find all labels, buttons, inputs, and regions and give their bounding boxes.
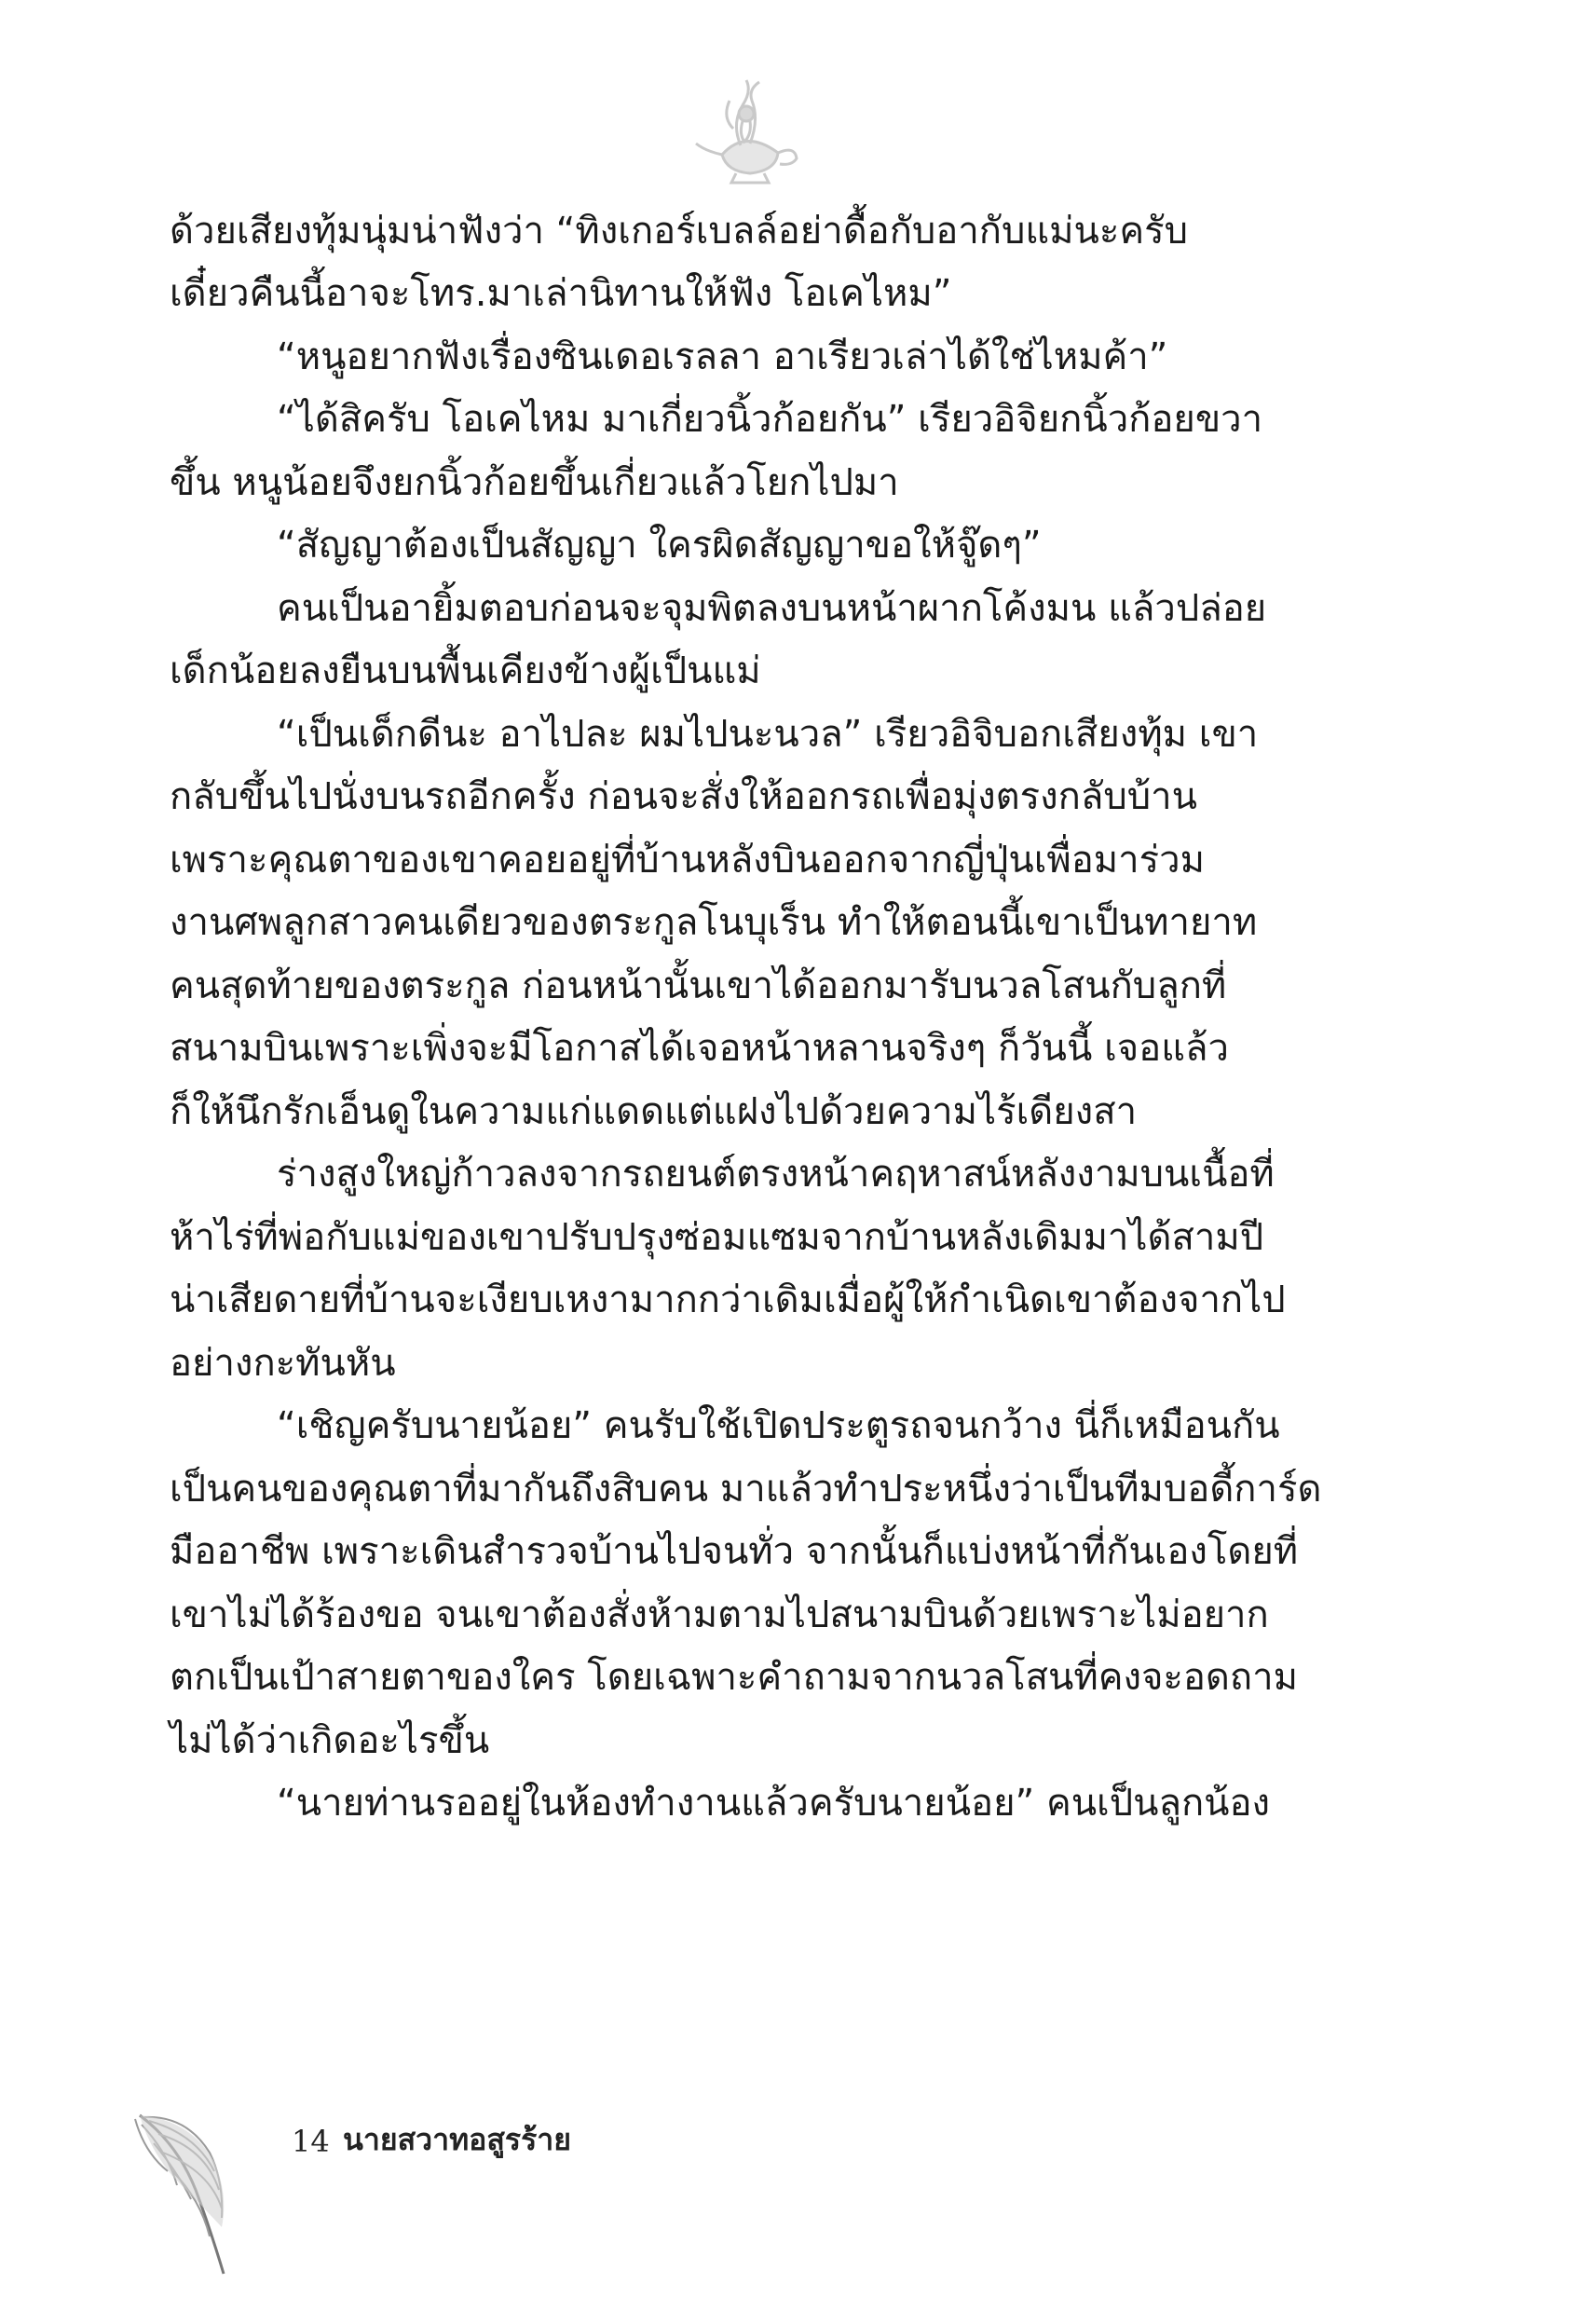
paragraph-line: งานศพลูกสาวคนเดียวของตระกูลโนบุเร็น ทำให้ตอนนี้เขาเป็นทายาท <box>170 901 1258 944</box>
page-footer <box>121 2097 773 2283</box>
book-title: นายสวาทอสูรร้าย <box>343 2122 571 2157</box>
paragraph-line: ด้วยเสียงทุ้มนุ่มน่าฟังว่า “ทิงเกอร์เบลล์อย่าดื้อกับอากับแม่นะครับ <box>170 210 1189 253</box>
paragraph-line: “นายท่านรออยู่ในห้องทำงานแล้วครับนายน้อย” คนเป็นลูกน้อง <box>277 1782 1271 1825</box>
paragraph-line: ตกเป็นเป้าสายตาของใคร โดยเฉพาะคำถามจากนวลโสนที่คงจะอดถาม <box>170 1656 1298 1699</box>
page-number: 14 <box>292 2124 330 2159</box>
feather-icon <box>121 2097 298 2283</box>
paragraph-line: กลับขึ้นไปนั่งบนรถอีกครั้ง ก่อนจะสั่งให้ออกรถเพื่อมุ่งตรงกลับบ้าน <box>170 775 1197 818</box>
paragraph-line: เป็นคนของคุณตาที่มากันถึงสิบคน มาแล้วทำประหนึ่งว่าเป็นทีมบอดี้การ์ด <box>170 1468 1322 1511</box>
paragraph-line: “หนูอยากฟังเรื่องซินเดอเรลลา อาเรียวเล่าได้ใช่ไหมค้า” <box>277 335 1168 378</box>
paragraph-line: น่าเสียดายที่บ้านจะเงียบเหงามากกว่าเดิมเมื่อผู้ให้กำเนิดเขาต้องจากไป <box>170 1279 1286 1321</box>
paragraph-line: ห้าไร่ที่พ่อกับแม่ของเขาปรับปรุงซ่อมแซมจากบ้านหลังเดิมมาได้สามปี <box>170 1216 1264 1259</box>
paragraph-line: คนสุดท้ายของตระกูล ก่อนหน้านั้นเขาได้ออกมารับนวลโสนกับลูกที่ <box>170 964 1227 1007</box>
paragraph-line: เขาไม่ได้ร้องขอ จนเขาต้องสั่งห้ามตามไปสนามบินด้วยเพราะไม่อยาก <box>170 1593 1269 1636</box>
paragraph-line: มืออาชีพ เพราะเดินสำรวจบ้านไปจนทั่ว จากนั้นก็แบ่งหน้าที่กันเองโดยที่ <box>170 1530 1299 1573</box>
paragraph-line: เด็กน้อยลงยืนบนพื้นเคียงข้างผู้เป็นแม่ <box>170 650 761 692</box>
paragraph-line: ก็ให้นึกรักเอ็นดูในความแก่แดดแต่แฝงไปด้วยความไร้เดียงสา <box>170 1090 1138 1133</box>
paragraph-line: เพราะคุณตาของเขาคอยอยู่ที่บ้านหลังบินออกจากญี่ปุ่นเพื่อมาร่วม <box>170 839 1205 882</box>
paragraph-line: “เป็นเด็กดีนะ อาไปละ ผมไปนะนวล” เรียวอิจิบอกเสียงทุ้ม เขา <box>277 713 1259 756</box>
paragraph-line: อย่างกะทันหัน <box>170 1342 396 1385</box>
paragraph-line: ขึ้น หนูน้อยจึงยกนิ้วก้อยขึ้นเกี่ยวแล้วโยกไปมา <box>170 461 899 504</box>
paragraph-line: “ได้สิครับ โอเคไหม มาเกี่ยวนิ้วก้อยกัน” เรียวอิจิยกนิ้วก้อยขวา <box>277 398 1263 441</box>
paragraph-line: ไม่ได้ว่าเกิดอะไรขึ้น <box>170 1719 490 1762</box>
paragraph-line: สนามบินเพราะเพิ่งจะมีโอกาสได้เจอหน้าหลานจริงๆ ก็วันนี้ เจอแล้ว <box>170 1027 1229 1070</box>
paragraph-line: “เชิญครับนายน้อย” คนรับใช้เปิดประตูรถจนกว้าง นี่ก็เหมือนกัน <box>277 1404 1280 1447</box>
paragraph-line: “สัญญาต้องเป็นสัญญา ใครผิดสัญญาขอให้จู๊ดๆ” <box>277 524 1042 567</box>
paragraph-line: เดี๋ยวคืนนี้อาจะโทร.มาเล่านิทานให้ฟัง โอเคไหม” <box>170 272 952 315</box>
paragraph-line: คนเป็นอายิ้มตอบก่อนจะจุมพิตลงบนหน้าผากโค้งมน แล้วปล่อย <box>277 587 1267 630</box>
paragraph-line: ร่างสูงใหญ่ก้าวลงจากรถยนต์ตรงหน้าคฤหาสน์หลังงามบนเนื้อที่ <box>277 1153 1275 1196</box>
lamp-ornament-icon <box>685 73 806 194</box>
